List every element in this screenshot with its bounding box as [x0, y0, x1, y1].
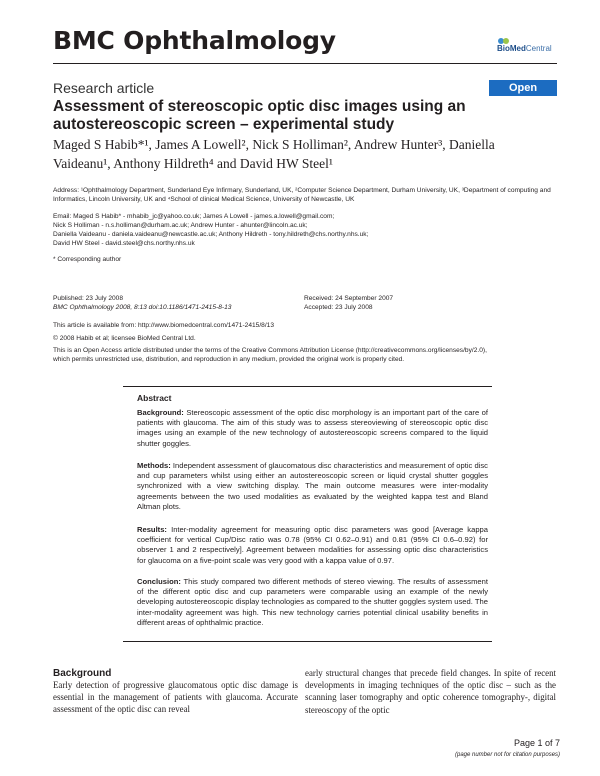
open-access-badge: Open Access — [489, 80, 557, 96]
abstract-background — [137, 408, 488, 449]
abstract-results — [137, 525, 488, 566]
abstract-conclusion-text: This study compared two different methods of stereo viewing. The results of assessment of the different optic disc and cup parameters were comparable using an example of the newly developing autostereoscopic display technologies as compared to the shutter goggles system used. The inter-modality agreement was high. This new technology carries potential clinical usability benefits in different areas of ophthalmic practice. — [137, 577, 488, 627]
journal-title: BMC Ophthalmology — [53, 26, 336, 55]
body-column-left: Early detection of progressive glaucomatous optic disc damage is essential in the management of patients with glaucoma. Accurate assessment of the optic disc can reveal — [53, 680, 298, 715]
logo-text-central: Central — [525, 44, 552, 53]
copyright-line: © 2008 Habib et al; licensee BioMed Central Ltd. — [53, 335, 196, 342]
email-line: Nick S Holliman - n.s.holliman@durham.ac.uk; Andrew Hunter - ahunter@lincoln.ac.uk; — [53, 222, 308, 229]
author-list: Maged S Habib*¹, James A Lowell², Nick S Holliman², Andrew Hunter³, Daniella Vaideanu¹, Anthony Hildreth⁴ and David HW Steel¹ — [53, 137, 495, 171]
dates-info — [304, 294, 504, 312]
accepted-date: Accepted: 23 July 2008 — [304, 304, 373, 311]
abstract-methods — [137, 461, 488, 512]
email-line: Daniella Vaideanu - daniela.vaideanu@newcastle.ac.uk; Anthony Hildreth - tony.hildreth@chs.northy.nhs.uk; — [53, 231, 369, 238]
abstract-results-text: Inter-modality agreement for measuring optic disc parameters was good [Average kappa coefficient for vertical Cup/Disc ratio was 0.78 (95% CI 0.62–0.91) and 0.81 (95% CI 0.6–0.92) for observer 1 and 2 respectively]. Agreement between modalities for assessing optic disc characteristics for glaucoma on a five-point scale was very good with a kappa value of 0.97. — [137, 525, 488, 565]
abstract-heading: Abstract — [137, 393, 172, 403]
published-date: Published: 23 July 2008 — [53, 295, 124, 302]
article-title: Assessment of stereoscopic optic disc images using an autostereoscopic screen – experimental study — [53, 98, 466, 133]
abstract-results-label: Results: — [137, 525, 167, 534]
email-block — [53, 212, 563, 248]
citation: BMC Ophthalmology 2008, 8:13 doi:10.1186/1471-2415-8-13 — [53, 304, 232, 311]
publication-info — [53, 294, 303, 312]
page-number: Page 1 of 7 — [514, 738, 561, 748]
abstract-methods-label: Methods: — [137, 461, 171, 470]
email-line: Email: Maged S Habib* - mhabib_jc@yahoo.co.uk; James A Lowell - james.a.lowell@gmail.com; — [53, 213, 335, 220]
abstract-methods-text: Independent assessment of glaucomatous disc characteristics and measurement of optic disc and cup parameters whilst using either an autostereoscopic screen or liquid crystal shutter goggles synchronized with a view switching display. The main outcome measures were inter-modality agreements between the two used modalities as evaluated by the weighted kappa test and Bland Altman plots. — [137, 461, 488, 511]
license-line[interactable]: This is an Open Access article distributed under the terms of the Creative Commons Attribution License (http://creativecommons.org/licenses/by/2.0), — [53, 347, 487, 354]
received-date: Received: 24 September 2007 — [304, 295, 394, 302]
email-line: David HW Steel - david.steel@chs.northy.nhs.uk — [53, 240, 195, 247]
article-url-line[interactable]: This article is available from: http://www.biomedcentral.com/1471-2415/8/13 — [53, 322, 274, 329]
header-rule — [53, 63, 557, 64]
corresponding-author-note: * Corresponding author — [53, 256, 122, 263]
abstract-background-text: Stereoscopic assessment of the optic disc morphology is an important part of the care of patients with glaucoma. The aim of this study was to assess stereoviewing of stereoscopic optic disc images using an example of the new technology of autostereoscopic screens compared to the liquid shutter goggles. — [137, 408, 488, 448]
affiliations: Address: ¹Ophthalmology Department, Sunderland Eye Infirmary, Sunderland, UK, ²Computer Science Department, Durham University, UK, ³Department of computing and Informatics, Lincoln University, UK and ⁴School of clinical Medical Science, University of Newcastle, UK — [53, 187, 551, 203]
background-heading: Background — [53, 668, 112, 679]
logo-text-bio: BioMed — [497, 44, 526, 53]
abstract-conclusion-label: Conclusion: — [137, 577, 181, 586]
biomed-central-logo — [497, 36, 557, 54]
body-column-right: early structural changes that precede field changes. In spite of recent developments in imaging techniques of the optic disc – such as the scanning laser tomography and optic coherence tomography-, digital stereoscopy of the optic — [305, 668, 556, 715]
abstract-conclusion — [137, 577, 488, 628]
copyright-block — [53, 334, 563, 364]
article-type: Research article — [53, 80, 155, 96]
license-line: which permits unrestricted use, distribution, and reproduction in any medium, provided the original work is properly cited. — [53, 356, 405, 363]
page-number-note: (page number not for citation purposes) — [455, 752, 561, 758]
abstract-background-label: Background: — [137, 408, 184, 417]
